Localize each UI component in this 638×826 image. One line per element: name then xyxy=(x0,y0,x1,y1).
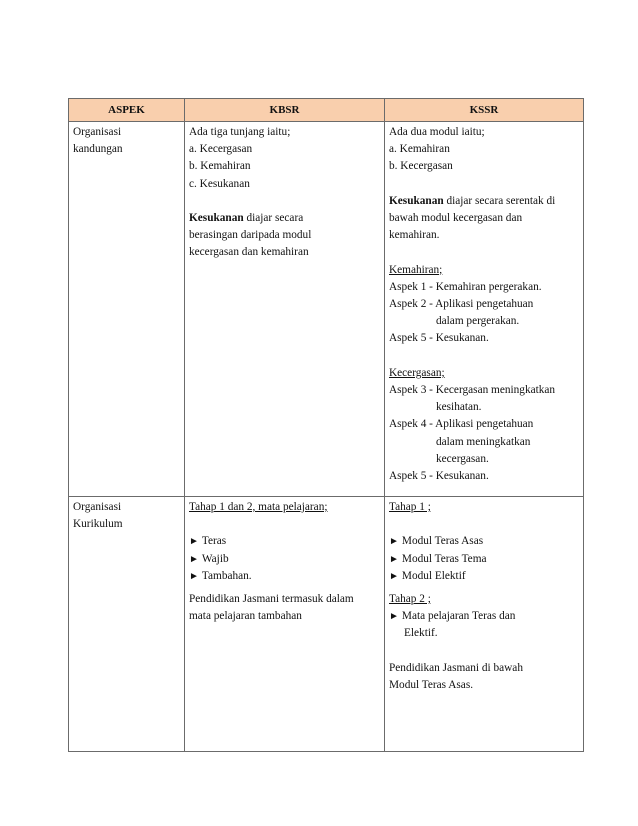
text-line: Organisasi xyxy=(73,501,122,513)
bullet-arrow-icon: ► xyxy=(189,570,199,582)
text-line: Ada dua modul iaitu; xyxy=(389,126,485,138)
text-line: b. Kemahiran xyxy=(189,160,251,173)
text-line: a. Kecergasan xyxy=(189,143,253,156)
list-item xyxy=(389,533,579,550)
header-aspek: ASPEK xyxy=(69,99,185,122)
list-item-label: Modul Teras Tema xyxy=(401,552,487,565)
list-item-label: Tambahan. xyxy=(201,569,252,582)
text-line: kesihatan. xyxy=(436,401,482,414)
bold-term: Kesukanan xyxy=(189,212,244,224)
list-item-label: Mata pelajaran Teras dan xyxy=(401,610,516,623)
kssr-cell xyxy=(385,122,584,497)
text-line: b. Kecergasan xyxy=(389,160,453,173)
list-item xyxy=(389,568,579,585)
list-item-label: Wajib xyxy=(201,552,229,565)
text-line: berasingan daripada modul xyxy=(189,229,312,242)
bullet-arrow-icon: ► xyxy=(389,611,399,623)
list-item xyxy=(389,608,579,625)
text-line: kecergasan. xyxy=(436,452,489,465)
text-line: Aspek 4 - Aplikasi pengetahuan xyxy=(389,418,534,431)
comparison-table xyxy=(68,98,584,752)
list-item-label: Teras xyxy=(201,535,227,548)
text-line: Aspek 5 - Kesukanan. xyxy=(389,470,489,483)
text-line: Pendidikan Jasmani di bawah xyxy=(389,661,523,674)
text-line: Pendidikan Jasmani termasuk dalam xyxy=(189,593,354,605)
text-line: Aspek 2 - Aplikasi pengetahuan xyxy=(389,298,534,310)
bullet-arrow-icon: ► xyxy=(189,536,199,548)
bold-term: Kesukanan xyxy=(389,194,444,207)
text-line: kandungan xyxy=(73,143,123,156)
aspek-cell xyxy=(69,497,185,752)
aspek-cell xyxy=(69,122,185,497)
bullet-arrow-icon: ► xyxy=(389,570,399,582)
text-line: dalam pergerakan. xyxy=(436,315,520,328)
list-item xyxy=(189,533,380,550)
text-line xyxy=(189,210,380,227)
bullet-arrow-icon: ► xyxy=(389,536,399,548)
text-line: Elektif. xyxy=(404,627,438,640)
text-line: Organisasi xyxy=(73,126,122,138)
text-line: dalam meningkatkan xyxy=(436,435,531,448)
table-row xyxy=(69,122,584,497)
bullet-arrow-icon: ► xyxy=(389,553,399,565)
text-line: mata pelajaran tambahan xyxy=(189,610,302,623)
section-heading: Tahap 1 dan 2, mata pelajaran; xyxy=(189,501,328,513)
header-row xyxy=(69,99,584,122)
kbsr-cell xyxy=(185,122,385,497)
header-kssr: KSSR xyxy=(385,99,584,122)
text-line: Aspek 1 - Kemahiran pergerakan. xyxy=(389,280,542,293)
header-kbsr: KBSR xyxy=(185,99,385,122)
section-heading: Kecergasan; xyxy=(389,366,445,379)
text-line: Kurikulum xyxy=(73,518,123,531)
kssr-cell xyxy=(385,497,584,752)
text-line: Ada tiga tunjang iaitu; xyxy=(189,126,291,138)
text-fragment: diajar secara xyxy=(243,212,304,224)
list-item xyxy=(189,568,380,585)
text-line: kemahiran. xyxy=(389,229,440,242)
text-line: Modul Teras Asas. xyxy=(389,679,474,691)
section-heading: Tahap 2 ; xyxy=(389,593,431,605)
text-line xyxy=(389,193,579,210)
list-item-label: Modul Teras Asas xyxy=(401,535,484,548)
text-line: kecergasan dan kemahiran xyxy=(189,246,309,259)
section-heading: Tahap 1 ; xyxy=(389,501,431,513)
text-line: a. Kemahiran xyxy=(389,143,450,156)
bullet-arrow-icon: ► xyxy=(189,553,199,565)
section-heading: Kemahiran; xyxy=(389,263,443,276)
text-line: c. Kesukanan xyxy=(189,177,250,190)
table-row xyxy=(69,497,584,752)
text-line: bawah modul kecergasan dan xyxy=(389,212,523,224)
list-item-label: Modul Elektif xyxy=(401,569,466,582)
kbsr-cell xyxy=(185,497,385,752)
list-item xyxy=(189,551,380,568)
list-item xyxy=(389,551,579,568)
text-fragment: diajar secara serentak di xyxy=(443,194,556,207)
text-line: Aspek 5 - Kesukanan. xyxy=(389,332,489,345)
text-line: Aspek 3 - Kecergasan meningkatkan xyxy=(389,384,556,396)
